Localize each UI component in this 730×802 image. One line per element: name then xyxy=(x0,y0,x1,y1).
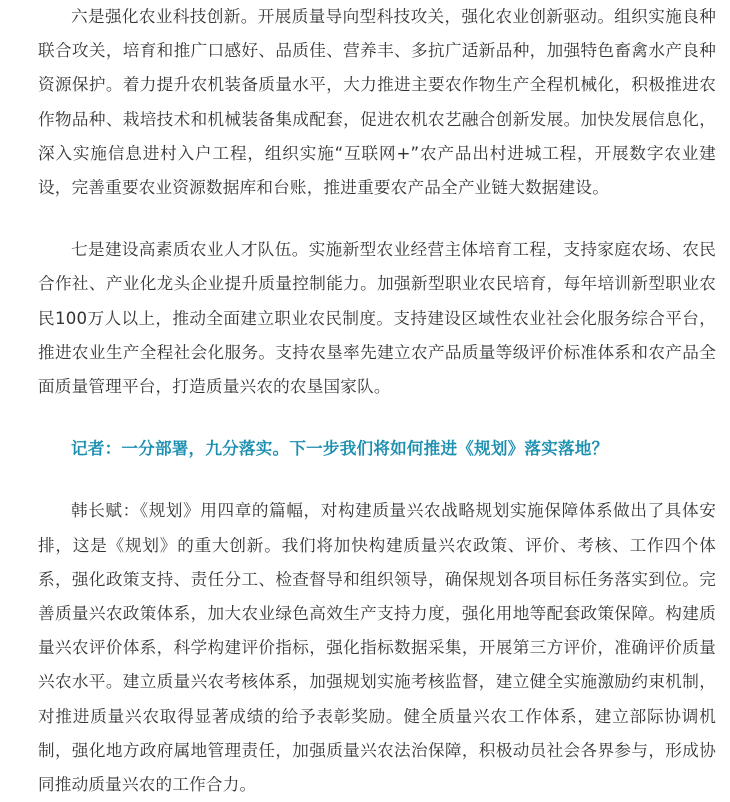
paragraph-agri-talent: 七是建设高素质农业人才队伍。实施新型农业经营主体培育工程，支持家庭农场、农民合作社、产业化龙头企业提升质量控制能力。加强新型职业农民培育，每年培训新型职业农民100万人以上，推动全面建立职业农民制度。支持建设区域性农业社会化服务综合平台，推进农业生产全程社会化服务。支持农垦率先建立农产品质量等级评价标准体系和农产品全面质量管理平台，打造质量兴农的农垦国家队。 xyxy=(38,240,716,397)
reporter-question: 记者：一分部署，九分落实。下一步我们将如何推进《规划》落实落地？ xyxy=(71,439,609,459)
article-body xyxy=(38,0,716,802)
paragraph-agri-tech-innovation: 六是强化农业科技创新。开展质量导向型科技攻关，强化农业创新驱动。组织实施良种联合攻关，培育和推广口感好、品质佳、营养丰、多抗广适新品种，加强特色畜禽水产良种资源保护。着力提升农机装备质量水平，大力推进主要农作物生产全程机械化，积极推进农作物品种、栽培技术和机械装备集成配套，促进农机农艺融合创新发展。加快发展信息化，深入实施信息进村入户工程，组织实施“互联网+”农产品出村进城工程，开展数字农业建设，完善重要农业资源数据库和台账，推进重要农产品全产业链大数据建设。 xyxy=(38,7,716,198)
paragraph-answer: 韩长赋：《规划》用四章的篇幅，对构建质量兴农战略规划实施保障体系做出了具体安排，这是《规划》的重大创新。我们将加快构建质量兴农政策、评价、考核、工作四个体系，强化政策支持、责任分工、检查督导和组织领导，确保规划各项目标任务落实到位。完善质量兴农政策体系，加大农业绿色高效生产支持力度，强化用地等配套政策保障。构建质量兴农评价体系，科学构建评价指标，强化指标数据采集，开展第三方评价，准确评价质量兴农水平。建立质量兴农考核体系，加强规划实施考核监督，建立健全实施激励约束机制，对推进质量兴农取得显著成绩的给予表彰奖励。健全质量兴农工作体系，建立部际协调机制，强化地方政府属地管理责任，加强质量兴农法治保障，积极动员社会各界参与，形成协同推动质量兴农的工作合力。 xyxy=(38,501,716,795)
